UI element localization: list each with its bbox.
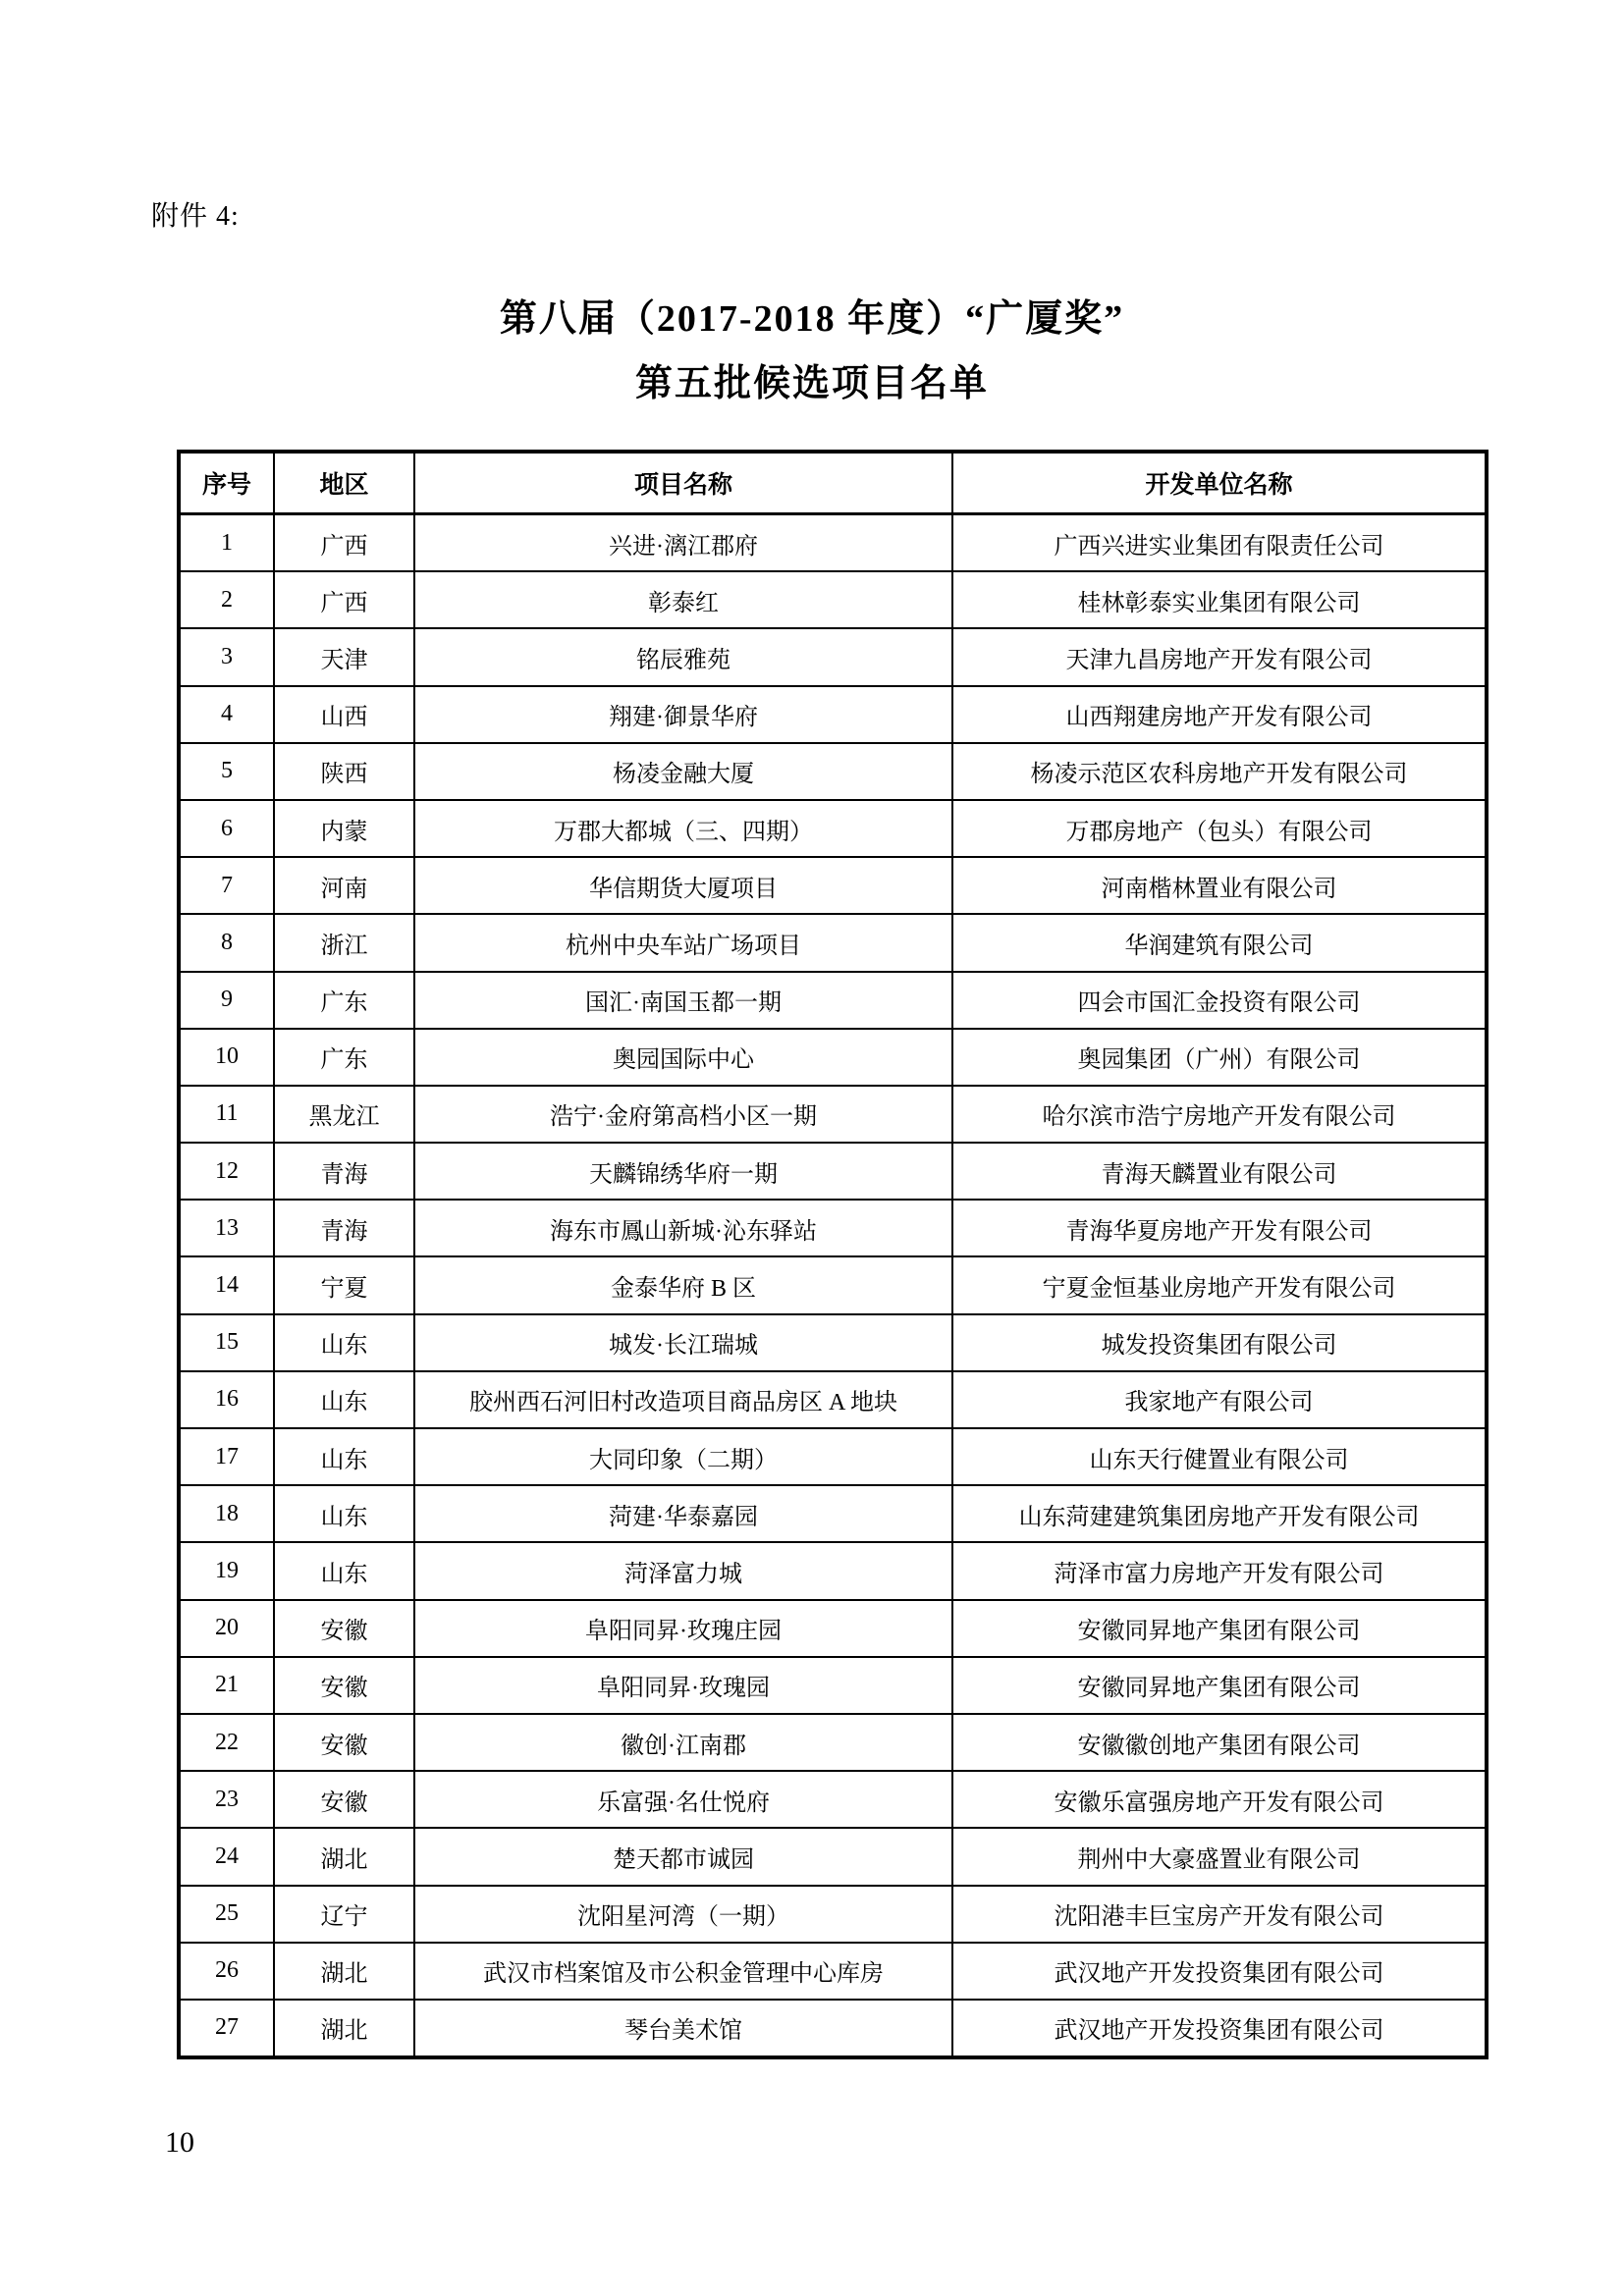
attachment-label: 附件 4: xyxy=(151,201,240,232)
table-row xyxy=(179,1714,1487,1771)
project-name-cell: 楚天都市诚园 xyxy=(414,1828,952,1885)
header-project-name: 项目名称 xyxy=(414,452,952,514)
project-name-cell: 海东市鳳山新城·沁东驿站 xyxy=(414,1200,952,1256)
developer-name-cell: 宁夏金恒基业房地产开发有限公司 xyxy=(952,1256,1487,1313)
table-row xyxy=(179,914,1487,971)
project-name-cell: 兴进·漓江郡府 xyxy=(414,514,952,572)
project-name-cell: 奥园国际中心 xyxy=(414,1029,952,1086)
serial-number-cell: 19 xyxy=(179,1542,274,1599)
developer-name-cell: 沈阳港丰巨宝房产开发有限公司 xyxy=(952,1886,1487,1943)
project-name-cell: 翔建·御景华府 xyxy=(414,686,952,743)
serial-number-cell: 9 xyxy=(179,972,274,1029)
table-row xyxy=(179,1029,1487,1086)
developer-name-cell: 武汉地产开发投资集团有限公司 xyxy=(952,2000,1487,2057)
developer-name-cell: 城发投资集团有限公司 xyxy=(952,1314,1487,1371)
table-body xyxy=(179,514,1487,2058)
developer-name-cell: 青海天麟置业有限公司 xyxy=(952,1143,1487,1200)
developer-name-cell: 安徽徽创地产集团有限公司 xyxy=(952,1714,1487,1771)
serial-number-cell: 18 xyxy=(179,1485,274,1542)
region-cell: 青海 xyxy=(274,1143,414,1200)
serial-number-cell: 17 xyxy=(179,1428,274,1485)
developer-name-cell: 荆州中大豪盛置业有限公司 xyxy=(952,1828,1487,1885)
project-name-cell: 彰泰红 xyxy=(414,571,952,628)
header-serial-number: 序号 xyxy=(179,452,274,514)
project-name-cell: 琴台美术馆 xyxy=(414,2000,952,2057)
serial-number-cell: 12 xyxy=(179,1143,274,1200)
table-row xyxy=(179,1886,1487,1943)
developer-name-cell: 河南楷林置业有限公司 xyxy=(952,857,1487,914)
serial-number-cell: 20 xyxy=(179,1600,274,1657)
table-row xyxy=(179,800,1487,857)
region-cell: 陕西 xyxy=(274,743,414,800)
table-row xyxy=(179,1485,1487,1542)
project-name-cell: 胶州西石河旧村改造项目商品房区 A 地块 xyxy=(414,1371,952,1428)
serial-number-cell: 14 xyxy=(179,1256,274,1313)
page-number: 10 xyxy=(165,2126,194,2159)
serial-number-cell: 15 xyxy=(179,1314,274,1371)
serial-number-cell: 13 xyxy=(179,1200,274,1256)
developer-name-cell: 华润建筑有限公司 xyxy=(952,914,1487,971)
developer-name-cell: 山西翔建房地产开发有限公司 xyxy=(952,686,1487,743)
serial-number-cell: 10 xyxy=(179,1029,274,1086)
candidate-project-table xyxy=(177,450,1489,2059)
developer-name-cell: 哈尔滨市浩宁房地产开发有限公司 xyxy=(952,1086,1487,1143)
table-row xyxy=(179,1943,1487,2000)
serial-number-cell: 26 xyxy=(179,1943,274,2000)
region-cell: 广西 xyxy=(274,571,414,628)
developer-name-cell: 安徽同昇地产集团有限公司 xyxy=(952,1657,1487,1714)
project-name-cell: 金泰华府 B 区 xyxy=(414,1256,952,1313)
document-title-line1: 第八届（2017-2018 年度）“广厦奖” xyxy=(499,298,1125,340)
region-cell: 山东 xyxy=(274,1314,414,1371)
table-row xyxy=(179,743,1487,800)
region-cell: 山东 xyxy=(274,1428,414,1485)
serial-number-cell: 7 xyxy=(179,857,274,914)
serial-number-cell: 25 xyxy=(179,1886,274,1943)
developer-name-cell: 菏泽市富力房地产开发有限公司 xyxy=(952,1542,1487,1599)
project-name-cell: 杭州中央车站广场项目 xyxy=(414,914,952,971)
project-name-cell: 乐富强·名仕悦府 xyxy=(414,1771,952,1828)
serial-number-cell: 3 xyxy=(179,628,274,685)
project-name-cell: 菏建·华泰嘉园 xyxy=(414,1485,952,1542)
region-cell: 河南 xyxy=(274,857,414,914)
region-cell: 浙江 xyxy=(274,914,414,971)
developer-name-cell: 安徽乐富强房地产开发有限公司 xyxy=(952,1771,1487,1828)
table-row xyxy=(179,1143,1487,1200)
developer-name-cell: 杨凌示范区农科房地产开发有限公司 xyxy=(952,743,1487,800)
region-cell: 广东 xyxy=(274,972,414,1029)
project-name-cell: 徽创·江南郡 xyxy=(414,1714,952,1771)
project-name-cell: 武汉市档案馆及市公积金管理中心库房 xyxy=(414,1943,952,2000)
table-row xyxy=(179,857,1487,914)
region-cell: 内蒙 xyxy=(274,800,414,857)
region-cell: 黑龙江 xyxy=(274,1086,414,1143)
serial-number-cell: 4 xyxy=(179,686,274,743)
document-title-line2: 第五批候选项目名单 xyxy=(634,363,989,404)
table-row xyxy=(179,1657,1487,1714)
serial-number-cell: 6 xyxy=(179,800,274,857)
serial-number-cell: 16 xyxy=(179,1371,274,1428)
serial-number-cell: 23 xyxy=(179,1771,274,1828)
region-cell: 湖北 xyxy=(274,1943,414,2000)
serial-number-cell: 1 xyxy=(179,514,274,572)
region-cell: 安徽 xyxy=(274,1657,414,1714)
region-cell: 山东 xyxy=(274,1371,414,1428)
region-cell: 安徽 xyxy=(274,1714,414,1771)
serial-number-cell: 24 xyxy=(179,1828,274,1885)
table-row xyxy=(179,628,1487,685)
table-row xyxy=(179,1256,1487,1313)
document-title xyxy=(0,287,1624,416)
table-row xyxy=(179,1828,1487,1885)
region-cell: 湖北 xyxy=(274,2000,414,2057)
developer-name-cell: 四会市国汇金投资有限公司 xyxy=(952,972,1487,1029)
table-row xyxy=(179,1771,1487,1828)
table-row xyxy=(179,1314,1487,1371)
region-cell: 安徽 xyxy=(274,1600,414,1657)
header-region: 地区 xyxy=(274,452,414,514)
table-row xyxy=(179,1428,1487,1485)
developer-name-cell: 广西兴进实业集团有限责任公司 xyxy=(952,514,1487,572)
project-name-cell: 万郡大都城（三、四期） xyxy=(414,800,952,857)
developer-name-cell: 山东菏建建筑集团房地产开发有限公司 xyxy=(952,1485,1487,1542)
serial-number-cell: 27 xyxy=(179,2000,274,2057)
serial-number-cell: 8 xyxy=(179,914,274,971)
project-name-cell: 华信期货大厦项目 xyxy=(414,857,952,914)
developer-name-cell: 万郡房地产（包头）有限公司 xyxy=(952,800,1487,857)
table-row xyxy=(179,2000,1487,2057)
serial-number-cell: 11 xyxy=(179,1086,274,1143)
serial-number-cell: 2 xyxy=(179,571,274,628)
developer-name-cell: 武汉地产开发投资集团有限公司 xyxy=(952,1943,1487,2000)
project-name-cell: 沈阳星河湾（一期） xyxy=(414,1886,952,1943)
table-row xyxy=(179,514,1487,572)
project-name-cell: 大同印象（二期） xyxy=(414,1428,952,1485)
region-cell: 辽宁 xyxy=(274,1886,414,1943)
project-name-cell: 城发·长江瑞城 xyxy=(414,1314,952,1371)
project-name-cell: 浩宁·金府第高档小区一期 xyxy=(414,1086,952,1143)
region-cell: 广东 xyxy=(274,1029,414,1086)
serial-number-cell: 22 xyxy=(179,1714,274,1771)
region-cell: 安徽 xyxy=(274,1771,414,1828)
table-row xyxy=(179,1542,1487,1599)
table-row xyxy=(179,1600,1487,1657)
developer-name-cell: 我家地产有限公司 xyxy=(952,1371,1487,1428)
table-row xyxy=(179,686,1487,743)
project-name-cell: 铭辰雅苑 xyxy=(414,628,952,685)
project-name-cell: 杨凌金融大厦 xyxy=(414,743,952,800)
developer-name-cell: 安徽同昇地产集团有限公司 xyxy=(952,1600,1487,1657)
project-name-cell: 阜阳同昇·玫瑰庄园 xyxy=(414,1600,952,1657)
region-cell: 山东 xyxy=(274,1542,414,1599)
region-cell: 山西 xyxy=(274,686,414,743)
project-name-cell: 天麟锦绣华府一期 xyxy=(414,1143,952,1200)
header-developer-name: 开发单位名称 xyxy=(952,452,1487,514)
project-name-cell: 菏泽富力城 xyxy=(414,1542,952,1599)
developer-name-cell: 山东天行健置业有限公司 xyxy=(952,1428,1487,1485)
region-cell: 山东 xyxy=(274,1485,414,1542)
developer-name-cell: 桂林彰泰实业集团有限公司 xyxy=(952,571,1487,628)
region-cell: 天津 xyxy=(274,628,414,685)
region-cell: 广西 xyxy=(274,514,414,572)
project-name-cell: 国汇·南国玉都一期 xyxy=(414,972,952,1029)
table-header-row xyxy=(179,452,1487,514)
table-row xyxy=(179,972,1487,1029)
table-row xyxy=(179,571,1487,628)
table-row xyxy=(179,1086,1487,1143)
table-row xyxy=(179,1200,1487,1256)
developer-name-cell: 青海华夏房地产开发有限公司 xyxy=(952,1200,1487,1256)
region-cell: 青海 xyxy=(274,1200,414,1256)
serial-number-cell: 5 xyxy=(179,743,274,800)
developer-name-cell: 奥园集团（广州）有限公司 xyxy=(952,1029,1487,1086)
region-cell: 湖北 xyxy=(274,1828,414,1885)
developer-name-cell: 天津九昌房地产开发有限公司 xyxy=(952,628,1487,685)
serial-number-cell: 21 xyxy=(179,1657,274,1714)
project-name-cell: 阜阳同昇·玫瑰园 xyxy=(414,1657,952,1714)
table-row xyxy=(179,1371,1487,1428)
region-cell: 宁夏 xyxy=(274,1256,414,1313)
